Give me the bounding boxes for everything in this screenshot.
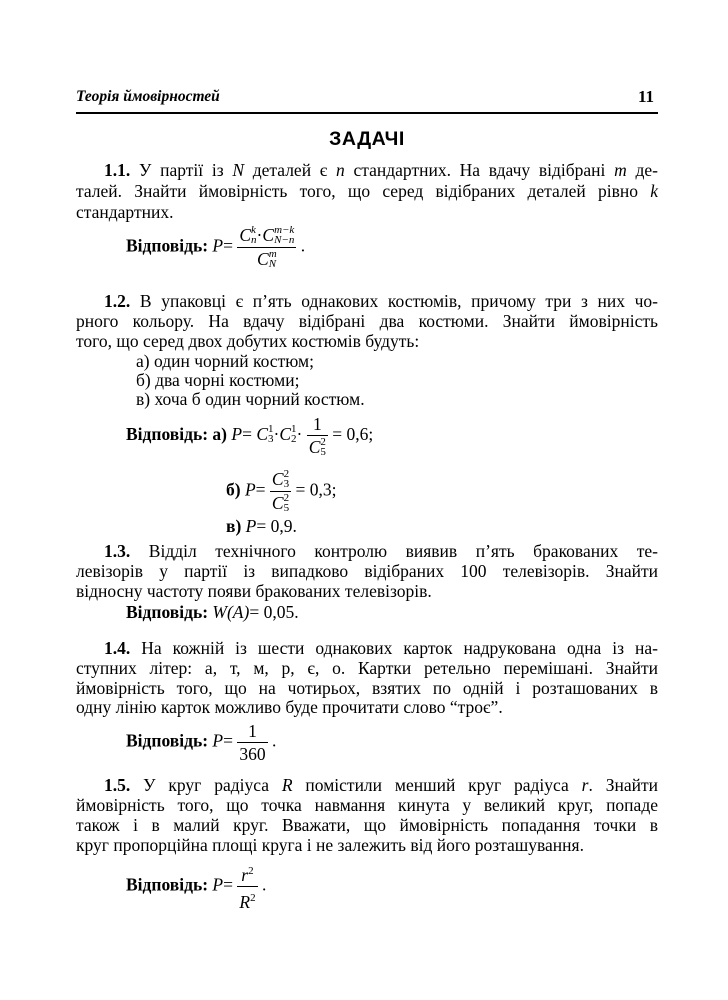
math-end: . — [294, 602, 299, 622]
text: Відділ технічного контролю виявив п’ять бракованих те- — [130, 541, 658, 561]
math-eq: = — [223, 874, 233, 895]
sub: 5 — [283, 501, 290, 514]
p1-number: 1.1. — [104, 160, 131, 180]
answer-label: Відповідь: — [126, 874, 209, 895]
math-P: P — [231, 424, 243, 445]
header-rule — [76, 112, 658, 114]
text: У круг радіуса — [130, 775, 282, 795]
p4-fraction — [237, 720, 267, 765]
sub: N−n — [274, 233, 295, 246]
header-title: Теорія ймовірностей — [76, 88, 220, 105]
math-P: P — [244, 479, 256, 500]
p1-line-3: стандартних. — [76, 202, 174, 222]
p1-answer — [126, 224, 305, 271]
sup: 1 — [268, 423, 274, 435]
answer-value: = 0,3 — [295, 479, 332, 500]
answer-part-a: а) — [212, 424, 227, 445]
var-k: k — [650, 181, 658, 201]
p2-item-b: б) два чорні костюми; — [136, 370, 300, 390]
text: стандартних. На вдачу відібрані — [344, 160, 615, 180]
math-A: (A) — [226, 602, 250, 622]
idx — [291, 424, 297, 444]
p2-answer-b — [226, 468, 336, 515]
text: . Знайти — [588, 775, 658, 795]
sup: 2 — [283, 467, 290, 480]
section-title: ЗАДАЧІ — [329, 128, 405, 150]
p2-item-a: а) один чорний костюм; — [136, 351, 314, 371]
p5-answer — [126, 860, 266, 913]
p5-fraction — [237, 860, 257, 913]
answer-part-b: б) — [226, 479, 241, 500]
p1-line-1 — [76, 160, 658, 181]
p3-answer — [126, 602, 299, 623]
idx — [284, 469, 290, 489]
var-r: r — [581, 775, 589, 795]
C: C — [256, 424, 268, 445]
text: помістили менший круг радіуса — [292, 775, 582, 795]
sub: 5 — [320, 445, 326, 458]
denominator — [237, 248, 296, 271]
p3-line-2: левізорів у партії із випадково відібраних 100 телевізорів. Знайти — [76, 561, 658, 581]
p5-line-2: ймовірність того, що точка навмання кинута у великий круг, попаде — [76, 795, 658, 815]
sub: n — [251, 233, 257, 246]
math-end: . — [300, 235, 306, 256]
sup: m — [268, 247, 277, 260]
p3-line-1 — [76, 541, 658, 562]
dot: · — [296, 424, 303, 445]
sup: k — [251, 223, 256, 236]
math-end: ; — [368, 424, 374, 445]
answer-value: = 0,9 — [256, 516, 293, 536]
p2-answer-c — [226, 516, 297, 537]
answer-value: = 0,05 — [249, 602, 295, 622]
dot: · — [273, 424, 280, 445]
math-end: . — [271, 730, 277, 751]
C: C — [239, 225, 252, 245]
C: C — [257, 248, 269, 269]
sup: m−k — [274, 223, 295, 236]
var-n: n — [336, 160, 345, 180]
p5-line-3: також і в малий круг. Вважати, що ймовірність попадання точки в — [76, 815, 658, 835]
numerator — [270, 468, 291, 492]
page — [76, 0, 658, 1000]
running-header — [76, 88, 658, 110]
p4-line-3: ймовірність того, що на чотирьох, взятих по одній і розташованих в — [76, 678, 658, 698]
denominator: 360 — [239, 744, 266, 764]
text: де- — [626, 160, 658, 180]
math-W: W — [212, 602, 227, 622]
dot: · — [256, 225, 263, 245]
p5-line-4: круг пропорційна площі круга і не залежить від його розташування. — [76, 835, 584, 855]
p4-answer — [126, 720, 276, 765]
sub: 2 — [291, 433, 297, 445]
p2-line-1 — [76, 291, 658, 312]
r: r — [241, 864, 249, 885]
var-R: R — [281, 775, 293, 795]
math-end: ; — [331, 479, 337, 500]
math-end: . — [292, 516, 297, 536]
p2-item-c: в) хоча б один чорний костюм. — [136, 389, 365, 409]
idx — [269, 249, 277, 269]
p3-number: 1.3. — [104, 541, 131, 561]
idx — [251, 225, 257, 245]
numerator — [237, 860, 257, 887]
var-N: N — [232, 160, 245, 180]
math-end: . — [261, 874, 267, 895]
idx — [268, 424, 274, 444]
sub: N — [268, 257, 277, 270]
p1-line-2 — [76, 181, 658, 202]
R: R — [239, 891, 251, 912]
p2a-fraction — [307, 413, 328, 459]
math-P: P — [212, 874, 224, 895]
p5-number: 1.5. — [104, 775, 131, 795]
answer-value: = 0,6 — [332, 424, 369, 445]
sub: 3 — [283, 477, 290, 490]
math-P: P — [212, 235, 224, 256]
text: талей. Знайти ймовірність того, що серед відібраних деталей рівно — [76, 181, 651, 201]
denominator — [307, 436, 328, 459]
idx — [284, 493, 290, 513]
numerator: 1 — [237, 720, 267, 743]
math-eq: = — [223, 235, 233, 256]
p4-line-2: ступних літер: а, т, м, р, є, о. Картки ретельно перемішані. Знайти — [76, 658, 658, 678]
sup: 2 — [283, 491, 290, 504]
p3-line-3: відносну частоту появи бракованих телевізорів. — [76, 581, 432, 601]
p2-line-3: того, що серед двох добутих костюмів будуть: — [76, 331, 420, 351]
answer-label: Відповідь: — [126, 235, 209, 256]
C: C — [271, 469, 284, 489]
text: В упаковці є п’ять однакових костюмів, причому три з них чо- — [130, 291, 658, 311]
answer-label: Відповідь: — [126, 730, 209, 751]
p1-fraction — [237, 224, 296, 271]
denominator — [270, 492, 291, 515]
answer-part-c: в) — [226, 516, 242, 536]
sub: 3 — [268, 433, 274, 445]
C: C — [279, 424, 292, 445]
text: У партії із — [130, 160, 233, 180]
math-eq: = — [223, 730, 233, 751]
exp: 2 — [248, 865, 254, 877]
idx — [274, 225, 294, 245]
numerator — [237, 224, 296, 248]
numerator: 1 — [307, 413, 328, 436]
math-eq: = — [242, 424, 252, 445]
p2b-fraction — [270, 468, 291, 515]
p5-line-1 — [76, 775, 658, 796]
denominator — [237, 887, 257, 913]
sup: 2 — [320, 435, 326, 448]
text: деталей є — [244, 160, 337, 180]
answer-label: Відповідь: — [126, 602, 209, 622]
p4-number: 1.4. — [104, 638, 131, 658]
p2-line-2: рного кольору. На вдачу відібрані два костюми. Знайти ймовірність — [76, 311, 658, 331]
p4-line-4: одну лінію карток можливо буде прочитати слово “троє”. — [76, 697, 503, 717]
text: На кожній із шести однакових карток надрукована одна із на- — [130, 638, 658, 658]
page-number: 11 — [637, 87, 654, 106]
C: C — [262, 225, 275, 245]
C: C — [308, 437, 321, 457]
p4-line-1 — [76, 638, 658, 659]
C: C — [271, 492, 284, 513]
answer-label: Відповідь: — [126, 424, 209, 445]
p2-answer-a — [126, 413, 373, 459]
math-P: P — [212, 730, 224, 751]
idx — [320, 437, 326, 457]
exp: 2 — [250, 891, 256, 904]
math-eq: = — [255, 479, 266, 500]
math-P: P — [245, 516, 257, 536]
var-m: m — [614, 160, 627, 180]
sup: 1 — [291, 423, 297, 435]
p2-number: 1.2. — [104, 291, 131, 311]
